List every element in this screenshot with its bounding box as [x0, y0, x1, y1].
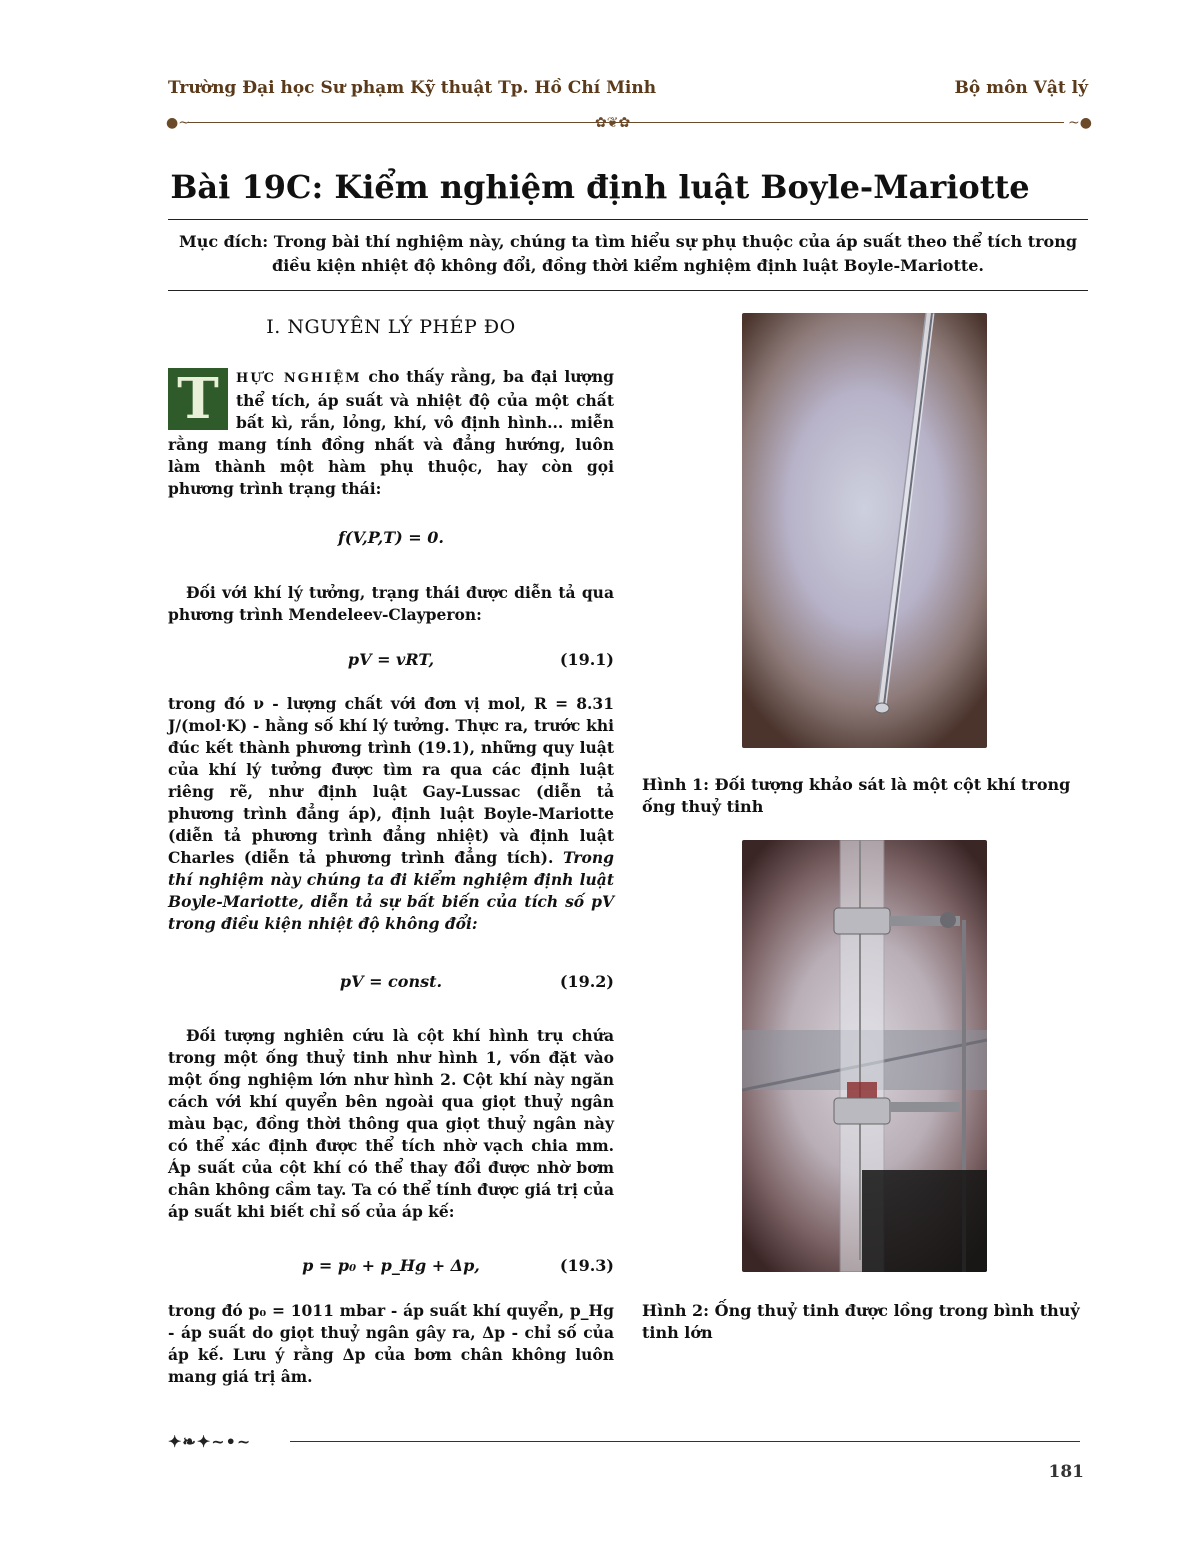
glass-tube-illustration: [742, 313, 987, 748]
paragraph-3: [168, 693, 614, 935]
equation-19-2-body: pV = const.: [339, 972, 443, 991]
figure-1-caption: Hình 1: Đối tượng khảo sát là một cột khí trong ống thuỷ tinh: [642, 775, 1071, 816]
footer-rule: [290, 1441, 1080, 1442]
paragraph-4-text: Đối tượng nghiên cứu là cột khí hình trụ chứa trong một ống thuỷ tinh như hình 1, vốn đặt vào một ống nghiệm lớn như hình 2. Cột khí này ngăn cách với khí quyển bên ngoài qua giọt thuỷ ngân màu bạc, đồng thời thông qua giọt thuỷ ngân này có thể xác định được thể tích nhờ vạch chia mm. Áp suất của cột khí có thể thay đổi được nhờ bơm chân không cầm tay. Ta có thể tính được giá trị của áp suất khi biết chỉ số của áp kế:: [168, 1026, 614, 1221]
ornament-right-icon: ~●: [1068, 115, 1092, 131]
equation-19-2-number: (19.2): [559, 972, 614, 991]
equation-19-1-number: (19.1): [559, 650, 614, 669]
paragraph-4: [168, 1025, 614, 1223]
intro-smallcaps: HỰC NGHIỆM: [236, 371, 362, 386]
title-rule-bottom: [168, 290, 1088, 291]
header-department: Bộ môn Vật lý: [954, 78, 1088, 98]
page-title: Bài 19C: Kiểm nghiệm định luật Boyle-Mariotte: [170, 168, 1030, 206]
title-rule-top: [168, 219, 1088, 220]
paragraph-5-text: trong đó p₀ = 1011 mbar - áp suất khí quyển, p_Hg - áp suất do giọt thuỷ ngân gây ra, Δp - chỉ số của áp kế. Lưu ý rằng Δp của bơm chân không luôn mang giá trị âm.: [168, 1301, 614, 1386]
equation-19-1-body: pV = vRT,: [347, 650, 435, 669]
intro-text: cho thấy rằng, ba đại lượng thể tích, áp suất và nhiệt độ của một chất bất kì, rắn, lỏng, khí, vô định hình... miễn rằng mang tính đồng nhất và đẳng hướng, luôn làm thành một hàm phụ thuộc, hay còn gọi phương trình trạng thái:: [168, 367, 614, 498]
paragraph-2-text: Đối với khí lý tưởng, trạng thái được diễn tả qua phương trình Mendeleev-Clayperon:: [168, 583, 614, 624]
figure-2-photo: [742, 840, 987, 1272]
section-title: I. NGUYÊN LÝ PHÉP ĐO: [266, 316, 516, 338]
paragraph-5: [168, 1300, 614, 1388]
apparatus-illustration: [742, 840, 987, 1272]
page-number: 181: [1048, 1462, 1084, 1482]
footer-ornament-icon: ✦❧✦~•~: [168, 1432, 252, 1451]
equation-state-body: f(V,P,T) = 0.: [338, 528, 444, 547]
equation-19-3-body: p = p₀ + p_Hg + Δp,: [302, 1256, 480, 1275]
equation-19-3-number: (19.3): [559, 1256, 614, 1275]
figure-2-caption: Hình 2: Ống thuỷ tinh được lồng trong bình thuỷ tinh lớn: [642, 1301, 1080, 1342]
paragraph-3-italic: Trong thí nghiệm này chúng ta đi kiểm nghiệm định luật Boyle-Mariotte, diễn tả sự bất biến của tích số pV trong điều kiện nhiệt độ không đổi:: [168, 848, 614, 933]
header-school: Trường Đại học Sư phạm Kỹ thuật Tp. Hồ Chí Minh: [168, 78, 657, 98]
paragraph-3-text: trong đó ν - lượng chất với đơn vị mol, R = 8.31 J/(mol·K) - hằng số khí lý tưởng. Thực ra, trước khi đúc kết thành phương trình (19.1), những quy luật của khí lý tưởng được tìm ra qua các định luật riêng rẽ, như định luật Gay-Lussac (diễn tả phương trình đẳng áp), định luật Boyle-Mariotte (diễn tả phương trình đẳng nhiệt) và định luật Charles (diễn tả phương trình đẳng tích).: [168, 694, 614, 867]
paragraph-2: [168, 582, 614, 626]
ornament-center-icon: ✿❦✿: [595, 115, 631, 131]
ornament-left-icon: ●~: [166, 115, 190, 131]
purpose-block: [168, 230, 1088, 278]
purpose-text: Trong bài thí nghiệm này, chúng ta tìm hiểu sự phụ thuộc của áp suất theo thể tích trong điều kiện nhiệt độ không đổi, đồng thời kiểm nghiệm định luật Boyle-Mariotte.: [272, 232, 1078, 275]
intro-paragraph: [168, 366, 614, 500]
purpose-label: Mục đích:: [178, 232, 269, 251]
dropcap-letter: T: [168, 368, 228, 430]
figure-1-photo: [742, 313, 987, 748]
